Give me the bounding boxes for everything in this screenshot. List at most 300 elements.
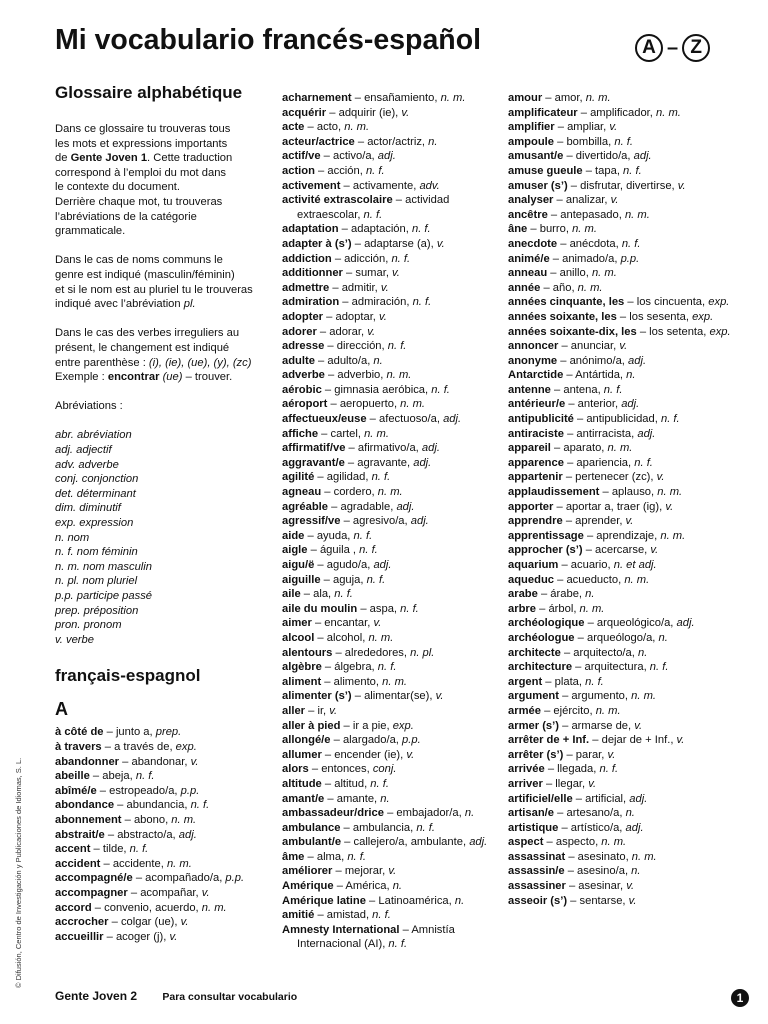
- vocab-entry: [508, 441, 748, 456]
- entry-headword: abeille: [55, 770, 90, 783]
- entry-grammar: n. m.: [579, 602, 605, 615]
- entry-headword: années soixante, les: [508, 310, 617, 323]
- entry-grammar: n. m.: [400, 398, 426, 411]
- entry-translation: – águila ,: [307, 544, 360, 557]
- entry-grammar: n. f.: [353, 529, 373, 542]
- entry-grammar: adj.: [443, 413, 462, 426]
- vocab-entry: [508, 514, 748, 529]
- entry-grammar: n. m.: [660, 529, 686, 542]
- vocab-entry: [55, 901, 270, 916]
- vocab-entry: [282, 179, 502, 194]
- entry-headword: actif/ve: [282, 150, 321, 163]
- entry-headword: amour: [508, 92, 543, 104]
- entry-headword: amitié: [282, 909, 315, 922]
- vocab-entry: [508, 412, 748, 427]
- range-dash: –: [667, 36, 679, 59]
- entry-translation: – álgebra,: [321, 661, 378, 674]
- intro-line: [55, 341, 270, 356]
- vocab-entry: [282, 646, 502, 661]
- entry-headword: assassin/e: [508, 865, 565, 878]
- entry-translation: – abundancia,: [114, 799, 191, 812]
- entry-grammar: n. f.: [623, 164, 642, 177]
- entry-headword: aérobic: [282, 383, 322, 396]
- entry-grammar: p.p.: [180, 784, 200, 797]
- vocab-entry: [508, 806, 748, 821]
- entry-headword: antérieur/e: [508, 398, 566, 411]
- entry-grammar: v.: [190, 755, 199, 768]
- vocab-entry: [508, 573, 748, 588]
- vocab-entry: [282, 339, 502, 354]
- entry-grammar: n. m.: [386, 369, 412, 382]
- entry-headword: arbre: [508, 602, 536, 615]
- entry-translation: – dejar de + Inf.,: [589, 734, 677, 747]
- entry-translation: – parar,: [563, 748, 608, 761]
- entry-headword: alors: [282, 763, 309, 776]
- intro-text: l’abréviations de la catégorie: [55, 210, 197, 223]
- intro-text: grammaticale.: [55, 225, 126, 238]
- entry-translation: – mejorar,: [332, 865, 389, 878]
- abbreviations-list: [55, 428, 270, 647]
- entry-translation: – abstracto/a,: [104, 828, 179, 841]
- entry-translation: – amplificador,: [577, 106, 656, 119]
- entry-translation: – asesinato,: [565, 850, 632, 863]
- entry-grammar: n.: [373, 354, 383, 367]
- vocab-entry: [508, 792, 748, 807]
- entry-headword: accord: [55, 901, 92, 914]
- vocab-entry: [282, 310, 502, 325]
- vocab-entry: [508, 631, 748, 646]
- entry-grammar: adj.: [178, 828, 197, 841]
- entry-grammar: n. f.: [400, 602, 419, 615]
- entry-grammar: v.: [609, 121, 618, 134]
- entry-headword: antenne: [508, 383, 551, 396]
- vocab-entry: [508, 120, 748, 135]
- vocab-entry: [508, 193, 748, 208]
- entry-headword: amant/e: [282, 792, 325, 805]
- entry-grammar: n.: [392, 880, 403, 893]
- entry-headword: archéologique: [508, 617, 585, 630]
- entry-grammar: adj.: [621, 398, 640, 411]
- entry-grammar: prep.: [155, 726, 182, 739]
- vocab-entry: [508, 646, 748, 661]
- vocab-entry: [282, 573, 502, 588]
- entry-grammar: n. f.: [416, 821, 435, 834]
- entry-translation: – ejército,: [540, 704, 596, 717]
- entry-translation: – actor/actriz,: [354, 135, 429, 148]
- entry-headword: aigu/ë: [282, 559, 315, 571]
- entry-headword: archéologue: [508, 631, 575, 644]
- intro-line: [55, 151, 270, 166]
- entry-grammar: v.: [610, 194, 619, 207]
- entry-translation: – sentarse,: [567, 894, 629, 907]
- entry-translation: – acompañado/a,: [132, 872, 226, 885]
- entry-headword: accompagné/e: [55, 872, 133, 885]
- entry-grammar: n. m.: [171, 813, 197, 826]
- entry-grammar: v.: [436, 237, 445, 250]
- entry-translation: – junto a,: [103, 726, 156, 739]
- entry-headword: amplifier: [508, 121, 555, 134]
- entry-translation: – plata,: [542, 675, 586, 688]
- vocab-entry: [508, 91, 748, 106]
- entry-translation: – antepasado,: [547, 208, 625, 221]
- intro-line: [55, 253, 270, 268]
- entry-grammar: v.: [625, 515, 634, 528]
- entry-headword: accompagner: [55, 886, 128, 899]
- intro-text: et si le nom est au pluriel tu le trouveras: [55, 283, 253, 296]
- vocab-entry: [282, 325, 502, 340]
- entry-grammar: n. m.: [656, 106, 681, 119]
- entry-grammar: adj.: [629, 792, 648, 805]
- entry-translation: – actividad extraescolar,: [297, 194, 450, 221]
- entry-translation: – acto,: [304, 121, 345, 134]
- entry-translation: – acción,: [314, 164, 366, 177]
- vocab-entry: [508, 295, 748, 310]
- entry-grammar: n. f.: [371, 471, 391, 484]
- entry-translation: – admiración,: [339, 296, 413, 309]
- entry-translation: – activo/a,: [320, 150, 378, 163]
- vocab-entry: [282, 149, 502, 164]
- intro-line: [55, 210, 270, 225]
- entry-headword: améliorer: [282, 865, 333, 878]
- entry-grammar: n. f.: [649, 661, 669, 674]
- entry-translation: – convenio, acuerdo,: [91, 901, 202, 914]
- entry-headword: amuse gueule: [508, 164, 583, 177]
- entry-translation: – alma,: [304, 850, 348, 863]
- vocab-entry: [282, 252, 502, 267]
- entry-headword: allumer: [282, 748, 322, 761]
- entry-headword: arrêter (s’): [508, 748, 564, 761]
- entry-grammar: adj.: [676, 617, 695, 630]
- entry-grammar: conj.: [372, 763, 397, 776]
- entry-translation: – adverbio,: [324, 369, 387, 382]
- entry-headword: aide: [282, 529, 305, 542]
- entry-headword: anonyme: [508, 354, 558, 367]
- entry-grammar: n. f.: [387, 340, 407, 353]
- vocab-entry: [282, 587, 502, 602]
- entry-headword: aile: [282, 588, 301, 601]
- entry-grammar: n. m.: [624, 208, 650, 221]
- footer-book-title: Gente Joven 2: [55, 989, 138, 1003]
- entry-translation: – argumento,: [558, 690, 632, 703]
- entry-translation: – Antártida,: [563, 369, 627, 382]
- entry-translation: – ampliar,: [554, 121, 610, 134]
- entry-translation: – aprendizaje,: [583, 529, 661, 542]
- entry-grammar: n. f.: [347, 850, 366, 863]
- copyright-text: © Difusión, Centro de Investigación y Publicaciones de Idiomas, S. L.: [14, 757, 23, 988]
- entry-grammar: n. f.: [431, 383, 450, 396]
- entry-translation: – aparato,: [550, 442, 608, 455]
- entry-translation: – aguja,: [320, 573, 367, 586]
- entry-grammar: v.: [201, 886, 210, 899]
- entry-translation: – los cincuenta,: [624, 296, 709, 309]
- entry-translation: – artificial,: [572, 792, 630, 805]
- entry-headword: Amérique: [282, 880, 334, 893]
- entry-headword: addiction: [282, 252, 332, 265]
- vocab-entry: [282, 558, 502, 573]
- entry-translation: – apariencia,: [563, 456, 635, 469]
- vocab-entry: [508, 529, 748, 544]
- entry-grammar: adj.: [421, 442, 440, 455]
- entry-grammar: v.: [607, 748, 616, 761]
- entry-headword: aimer: [282, 617, 312, 630]
- entry-translation: – agradable,: [328, 500, 397, 513]
- range-badge: [635, 34, 710, 62]
- vocab-entry: [282, 806, 502, 821]
- entry-headword: aggravant/e: [282, 456, 345, 469]
- vocab-entry: [282, 660, 502, 675]
- glossary-title: Glossaire alphabétique: [55, 83, 243, 102]
- vocab-entry: [508, 470, 748, 485]
- entry-grammar: n. m.: [595, 704, 621, 717]
- vocab-entry: [282, 193, 502, 222]
- entry-translation: – arquitectura,: [572, 661, 650, 674]
- entry-grammar: n.: [380, 792, 390, 805]
- entry-headword: additionner: [282, 267, 343, 280]
- entry-headword: admettre: [282, 281, 330, 294]
- vocab-entry: [508, 339, 748, 354]
- vocab-entry: [282, 237, 502, 252]
- entry-translation: – armarse de,: [559, 719, 635, 732]
- footer: [55, 989, 297, 1003]
- entry-grammar: exp.: [708, 296, 730, 309]
- entry-headword: acharnement: [282, 92, 352, 104]
- intro-line: [55, 297, 270, 312]
- intro-text: entre parenthèse :: [55, 356, 149, 369]
- abbreviation-item: dim. diminutif: [55, 502, 121, 515]
- entry-headword: antiraciste: [508, 427, 564, 440]
- vocab-entry: [282, 602, 502, 617]
- entry-translation: – estropeado/a,: [96, 784, 181, 797]
- entry-grammar: n. m.: [572, 223, 597, 236]
- entry-translation: – activamente,: [340, 179, 420, 192]
- entry-headword: à côté de: [55, 726, 104, 739]
- abbreviation-item: n. f. nom féminin: [55, 546, 138, 559]
- abbreviation-item: det. déterminant: [55, 487, 136, 500]
- entry-translation: – disfrutar, divertirse,: [567, 179, 678, 192]
- entry-grammar: n. m.: [382, 675, 407, 688]
- letter-heading: A: [55, 699, 68, 720]
- entry-grammar: adj.: [628, 354, 647, 367]
- entry-translation: – analizar,: [553, 194, 611, 207]
- entry-grammar: exp.: [709, 325, 731, 338]
- vocab-entry: [282, 835, 502, 850]
- entry-headword: appartenir: [508, 471, 563, 484]
- vocab-entry: [55, 930, 270, 945]
- entry-grammar: n.: [658, 631, 668, 644]
- entry-translation: – adoptar,: [323, 310, 380, 323]
- entry-translation: – acompañar,: [127, 886, 202, 899]
- entry-translation: – adquirir (ie),: [326, 106, 402, 119]
- entry-grammar: n. m.: [607, 442, 633, 455]
- entry-translation: – anunciar,: [558, 340, 620, 353]
- entry-headword: apporter: [508, 500, 554, 513]
- vocab-entry: [55, 828, 270, 843]
- entry-translation: – alargado/a,: [330, 734, 403, 747]
- abbreviation-item: n. m. nom masculin: [55, 560, 152, 573]
- entry-headword: armée: [508, 704, 541, 717]
- entry-translation: – tilde,: [90, 843, 130, 856]
- abbreviation-item: n. pl. nom pluriel: [55, 575, 138, 588]
- entry-translation: – antirracista,: [563, 427, 638, 440]
- entry-translation: – entonces,: [308, 763, 373, 776]
- entry-headword: aquarium: [508, 559, 559, 571]
- entries-list-3: [508, 91, 748, 908]
- entry-grammar: n. f.: [411, 223, 431, 236]
- entry-grammar: n. m.: [631, 850, 657, 863]
- entry-headword: amuser (s’): [508, 179, 568, 192]
- entry-grammar: n. f.: [129, 843, 149, 856]
- vocab-entry: [282, 514, 502, 529]
- entry-headword: arrêter de + Inf.: [508, 734, 590, 747]
- entry-headword: apprentissage: [508, 529, 584, 542]
- entry-headword: annoncer: [508, 340, 559, 353]
- entry-headword: agréable: [282, 500, 329, 513]
- abbreviation-item: pron. pronom: [55, 619, 122, 632]
- entry-translation: – altitud,: [321, 777, 371, 790]
- entry-grammar: n.: [625, 807, 635, 820]
- vocab-entry: [55, 740, 270, 755]
- vocab-entry: [282, 777, 502, 792]
- vocab-entry: [508, 616, 748, 631]
- entry-translation: – dirección,: [324, 340, 388, 353]
- abbreviation-item: conj. conjonction: [55, 473, 139, 486]
- entry-grammar: v.: [435, 690, 444, 703]
- entry-translation: – árabe,: [537, 588, 586, 601]
- vocab-entry: [282, 120, 502, 135]
- entry-grammar: v.: [619, 340, 628, 353]
- vocab-entry: [508, 835, 748, 850]
- entry-translation: – adaptación,: [338, 223, 412, 236]
- entry-grammar: p.p.: [620, 252, 640, 265]
- entry-headword: aspect: [508, 836, 544, 849]
- entry-grammar: v.: [677, 179, 686, 192]
- vocab-entry: [282, 733, 502, 748]
- entry-grammar: n.: [637, 646, 648, 659]
- entry-headword: agilité: [282, 471, 315, 484]
- vocab-entry: [282, 295, 502, 310]
- entry-grammar: v.: [650, 544, 659, 557]
- entry-translation: – adicción,: [331, 252, 392, 265]
- entry-headword: armer (s’): [508, 719, 559, 732]
- entry-headword: abandonner: [55, 755, 120, 768]
- intro-paragraph-1: [55, 122, 270, 239]
- entry-translation: – alimento,: [321, 675, 383, 688]
- entry-grammar: n. m.: [585, 92, 611, 104]
- entry-translation: – afirmativo/a,: [345, 442, 422, 455]
- entry-grammar: adj.: [410, 515, 429, 528]
- entry-headword: à travers: [55, 740, 102, 753]
- entry-headword: assassiner: [508, 880, 566, 893]
- entry-grammar: v.: [656, 471, 665, 484]
- vocab-entry: [55, 857, 270, 872]
- entry-grammar: n. m.: [631, 690, 656, 703]
- vocab-entry: [508, 689, 748, 704]
- abbreviations-title: Abréviations :: [55, 400, 123, 413]
- entry-headword: asseoir (s’): [508, 894, 568, 907]
- vocab-entry: [282, 631, 502, 646]
- entry-translation: – agravante,: [344, 456, 414, 469]
- vocab-entry: [282, 222, 502, 237]
- page-number: 1: [731, 989, 749, 1007]
- intro-line: [55, 122, 270, 137]
- entry-grammar: n. m.: [201, 901, 227, 914]
- vocab-entry: [282, 397, 502, 412]
- intro-text: genre est indiqué (masculin/féminin): [55, 268, 235, 281]
- vocab-entry: [55, 915, 270, 930]
- entry-headword: alcool: [282, 631, 315, 644]
- intro-italic: (i), (ie), (ue), (y), (zc): [148, 356, 252, 369]
- entry-headword: architecture: [508, 661, 573, 674]
- entry-translation: – abono,: [121, 813, 172, 826]
- entry-grammar: exp.: [175, 740, 197, 753]
- vocab-entry: [55, 886, 270, 901]
- vocab-entry: [55, 725, 270, 740]
- vocab-entry: [282, 456, 502, 471]
- entry-translation: – ensañamiento,: [351, 92, 441, 104]
- entry-headword: acteur/actrice: [282, 135, 355, 148]
- intro-line: [55, 268, 270, 283]
- vocab-entry: [282, 412, 502, 427]
- vocab-entry: [508, 208, 748, 223]
- entry-headword: adorer: [282, 325, 317, 338]
- entry-translation: – asesinar,: [565, 880, 627, 893]
- entry-translation: – anécdota,: [557, 237, 622, 250]
- vocab-entry: [508, 281, 748, 296]
- entry-grammar: adj.: [637, 427, 656, 440]
- entry-translation: – agresivo/a,: [340, 515, 411, 528]
- vocab-entry: [282, 675, 502, 690]
- entry-headword: Antarctide: [508, 369, 564, 382]
- entry-headword: adapter à (s’): [282, 237, 352, 250]
- entry-translation: – artesano/a,: [554, 807, 626, 820]
- entry-translation: – alrededores,: [332, 646, 411, 659]
- entry-translation: – ala,: [300, 588, 335, 601]
- entry-headword: approcher (s’): [508, 544, 583, 557]
- vocab-entry: [282, 748, 502, 763]
- entry-headword: algèbre: [282, 661, 322, 674]
- vocab-entry: [282, 164, 502, 179]
- abbreviation-item: adj. adjectif: [55, 444, 112, 457]
- entry-headword: affiche: [282, 427, 319, 440]
- entry-grammar: n. f.: [370, 777, 389, 790]
- entry-translation: – los setenta,: [636, 325, 710, 338]
- vocab-entry: [508, 164, 748, 179]
- intro-text: le contexte du document.: [55, 181, 181, 194]
- vocab-entry: [508, 427, 748, 442]
- vocab-entry: [282, 923, 502, 952]
- entry-headword: applaudissement: [508, 486, 600, 499]
- entry-grammar: n. m.: [377, 486, 403, 499]
- intro-text: les mots et expressions importants: [55, 137, 228, 150]
- vocab-entry: [508, 325, 748, 340]
- entry-headword: ambulant/e: [282, 836, 342, 849]
- intro-italic: pl.: [183, 298, 196, 311]
- section-title: français-espagnol: [55, 666, 201, 686]
- entry-headword: adaptation: [282, 223, 339, 236]
- entry-grammar: n. f.: [366, 573, 386, 586]
- entry-grammar: v.: [676, 734, 685, 747]
- entry-grammar: v.: [373, 617, 382, 630]
- entry-translation: – pertenecer (zc),: [562, 471, 657, 484]
- vocab-entry: [508, 266, 748, 281]
- entry-grammar: v.: [401, 106, 410, 119]
- entry-translation: – acueducto,: [554, 573, 625, 586]
- entry-translation: – arqueólogo/a,: [574, 631, 659, 644]
- entry-headword: architecte: [508, 646, 561, 659]
- entry-grammar: n. m.: [368, 631, 394, 644]
- entry-headword: adulte: [282, 354, 315, 367]
- entry-grammar: n. m.: [657, 486, 683, 499]
